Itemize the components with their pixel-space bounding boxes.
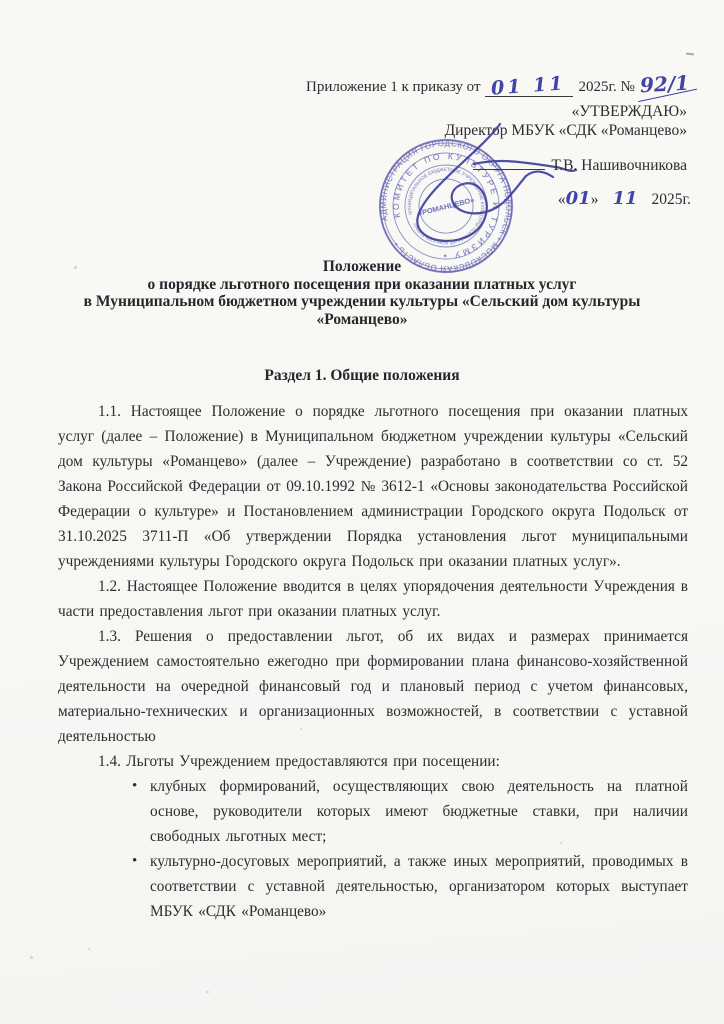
bullet-item-club-formations: • клубных формирований, осуществляющих свою деятельность на платной основе, руководители которых имеют бюджетные ставки, при наличии свободных льготных мест;: [58, 774, 688, 849]
stamp-ring2-text: КОМИТЕТ ПО КУЛЬТУРЕ И ТУРИЗМУ •: [390, 150, 502, 262]
paragraph-1-3: 1.3. Решения о предоставлении льгот, об их видах и размерах принимается Учреждением самостоятельно ежегодно при формировании плана финансово-хозяйственной деятельности на очередной финансовый год и плановый период с учетом финансовых, материально-технических и организационных возможностей, в соответствии с уставной деятельностью: [58, 628, 688, 745]
scan-speck: [30, 956, 33, 959]
signature-underline: [473, 157, 545, 170]
benefits-bullet-list: [58, 774, 688, 924]
handwritten-order-date: 01 11: [490, 72, 567, 100]
date-year: 2025г.: [651, 191, 691, 208]
handwritten-month: 11: [612, 188, 638, 209]
title-line-2: о порядке льготного посещения при оказании платных услуг: [147, 275, 577, 293]
scan-dash-artifact: [686, 53, 694, 56]
date-close-quote: »: [590, 191, 599, 208]
paragraph-1-2: 1.2. Настоящее Положение вводится в целях упорядочения деятельности Учреждения в части предоставления льгот при оказании платных услуг.: [58, 578, 688, 620]
paragraph-1-1: 1.1. Настоящее Положение о порядке льготного посещения при оказании платных услуг (далее – Положение) в Муниципальном бюджетном учреждении культуры «Сельский дом культуры «Романцево» (далее – Учреждение) разработано в соответствии со ст. 52 Закона Российской Федерации от 09.10.1992 № 3612-1 «Основы законодательства Российской Федерации о культуре» и Постановлением администрации Городского округа Подольск от 31.10.2025 3711-П «Об утверждении Порядка установления льгот муниципальными учреждениями культуры Городского округа Подольск при оказании платных услуг».: [58, 403, 688, 570]
handwritten-day: 01: [565, 188, 591, 209]
stamp-ring3-text: МУНИЦИПАЛЬНОЕ БЮДЖЕТНОЕ УЧРЕЖДЕНИЕ КУЛЬТУРЫ «СЕЛЬСКИЙ ДОМ КУЛЬТУРЫ»: [407, 167, 485, 245]
handwritten-date-slot: [485, 72, 573, 100]
approval-date-row: [558, 188, 691, 209]
appendix-prefix: Приложение 1 к приказу от: [306, 79, 481, 95]
stamp-ring1-text: АДМИНИСТРАЦИЯ ГОРОДСКОГО ОКРУГА ПОДОЛЬСК • МОСКОВСКАЯ ОБЛАСТЬ •: [378, 138, 514, 274]
scan-speck: [300, 728, 302, 730]
signature-main-stroke: [417, 124, 526, 241]
signature-row: [473, 157, 687, 175]
scan-speck: [88, 948, 90, 950]
scan-speck: [74, 266, 77, 269]
date-open-quote: «: [557, 191, 566, 208]
section-heading: Раздел 1. Общие положения: [264, 367, 460, 384]
title-line-1: Положение: [322, 258, 402, 275]
approve-label: «УТВЕРЖДАЮ»: [571, 103, 687, 120]
scan-speck: [560, 842, 562, 844]
bullet-item-cultural-events: • культурно-досуговых мероприятий, а также иных мероприятий, проводимых в соответствии с уставной деятельностью, организатором которых выступает МБУК «СДК «Романцево»: [58, 849, 688, 924]
director-title-line: Директор МБУК «СДК «Романцево»: [444, 122, 687, 139]
paragraph-1-4: 1.4. Льготы Учреждением предоставляются при посещении:: [98, 753, 500, 770]
title-line-3: в Муниципальном бюджетном учреждении культуры «Сельский дом культуры: [83, 293, 641, 310]
document-body: [58, 399, 688, 924]
director-signature: [378, 116, 588, 266]
approver-name: Т.В. Нашивочникова: [551, 157, 687, 174]
appendix-year-number-label: 2025г. №: [578, 79, 635, 95]
document-title: [30, 258, 694, 328]
stamp-center-text: «РОМАНЦЕВО»: [417, 195, 476, 218]
scan-speck: [206, 991, 209, 993]
title-line-4: «Романцево»: [316, 310, 408, 328]
handwritten-order-number: 92/1: [639, 70, 690, 98]
appendix-line: [306, 70, 690, 100]
